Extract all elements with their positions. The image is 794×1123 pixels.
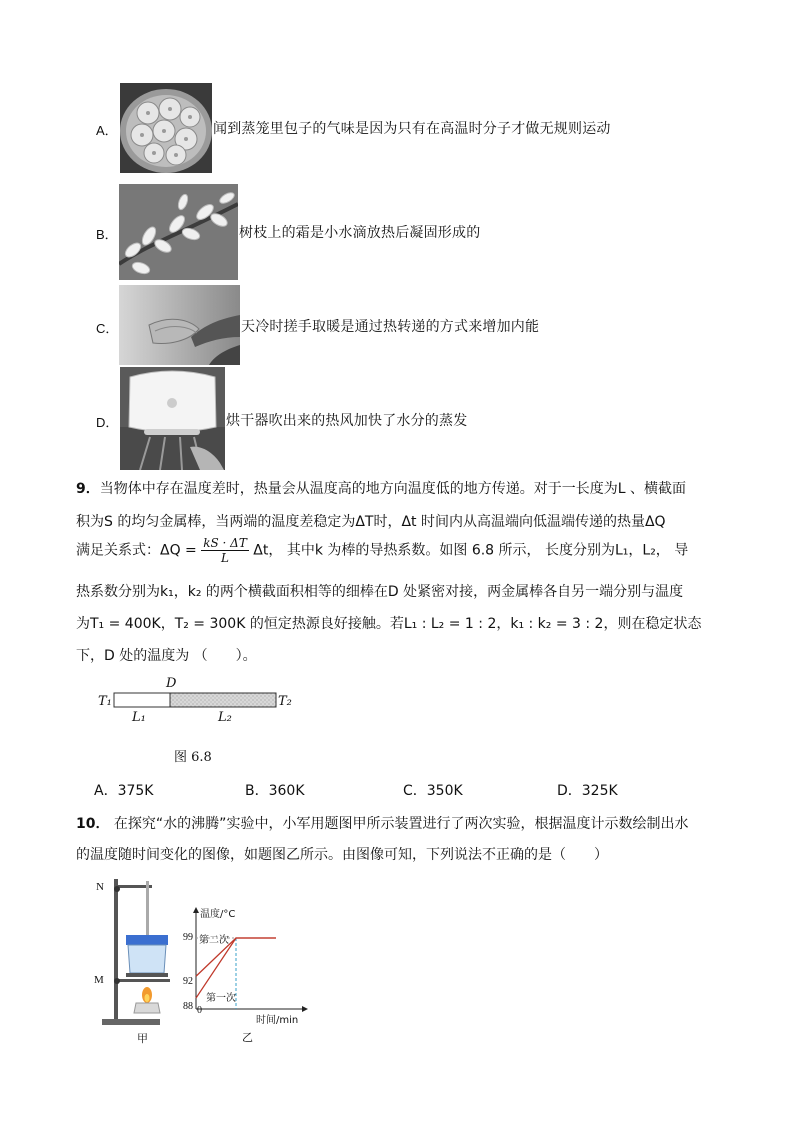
q9-line-3 (76, 536, 688, 565)
apparatus-figure (92, 875, 192, 1045)
apparatus-caption: 甲 (137, 1032, 148, 1045)
q9-formula-fraction (201, 536, 249, 565)
hand-dryer-photo (120, 367, 225, 470)
q10-number: 10． (76, 816, 110, 832)
label-t2: T₂ (278, 694, 292, 709)
q9-frac-numerator: kS · ΔT (203, 536, 247, 550)
q9-formula-rhs: Δt， 其中k 为棒的导热系数。如图 6.8 所示， 长度分别为L₁，L₂， 导 (253, 542, 689, 559)
q9-answer-a[interactable]: A．375K (94, 783, 154, 799)
q9-formula-lhs: 满足关系式：ΔQ = (76, 542, 197, 559)
label-n: N (96, 881, 104, 893)
y-axis-arrow (193, 907, 199, 913)
q10-line-2: 的温度随时间变化的图像，如题图乙所示。由图像可知，下列说法不正确的是（ ） (76, 847, 608, 863)
tick-99: 99 (183, 932, 193, 943)
option-b-text: 树枝上的霜是小水滴放热后凝固形成的 (239, 225, 481, 241)
graph-ylabel: 温度/°C (200, 909, 236, 920)
x-axis-arrow (302, 1006, 308, 1012)
q9-text-1: 当物体中存在温度差时，热量会从温度高的地方向温度低的地方传递。对于一长度为L 、横截面 (99, 481, 686, 497)
graph-xlabel: 时间/min (256, 1015, 299, 1026)
graph-origin: 0 (197, 1005, 202, 1016)
tick-92: 92 (183, 976, 193, 987)
option-d-text: 烘干器吹出来的热风加快了水分的蒸发 (226, 413, 468, 429)
option-d-letter: D． (96, 415, 119, 430)
q9-line-6: 下，D 处的温度为 （ ）。 (76, 648, 257, 664)
temperature-graph (180, 905, 310, 1045)
figure-caption: 图 6.8 (174, 750, 212, 765)
q9-line-2: 积为S 的均匀金属棒，当两端的温度差稳定为ΔT时，Δt 时间内从高温端向低温端传递的热量ΔQ (76, 514, 666, 530)
frost-branch-photo (119, 184, 238, 280)
steamed-buns-photo (120, 83, 212, 173)
option-a-letter: A． (96, 123, 118, 138)
q9-answer-b[interactable]: B．360K (245, 783, 305, 799)
option-a-text: 闻到蒸笼里包子的气味是因为只有在高温时分子才做无规则运动 (213, 121, 611, 137)
q9-frac-denominator: L (221, 551, 230, 565)
q9-line-4: 热系数分别为k₁，k₂ 的两个横截面积相等的细棒在D 处紧密对接，两金属棒各自另一端分别与温度 (76, 584, 684, 600)
q9-number: 9． (76, 481, 100, 497)
graph-caption: 乙 (242, 1031, 253, 1044)
option-c-letter: C． (96, 321, 119, 336)
q9-line-5: 为T₁ = 400K，T₂ = 300K 的恒定热源良好接触。若L₁ : L₂ = 1 : 2，k₁ : k₂ = 3 : 2，则在稳定状态 (76, 616, 702, 632)
label-t1: T₁ (98, 694, 112, 709)
label-l2: L₂ (218, 710, 232, 725)
rod-2 (170, 693, 276, 707)
rod-1 (114, 693, 170, 707)
rubbing-hands-photo (119, 285, 240, 365)
q9-answer-c[interactable]: C．350K (403, 783, 463, 799)
q9-line-1 (76, 478, 686, 498)
q10-text-1: 在探究“水的沸腾”实验中，小军用题图甲所示装置进行了两次实验，根据温度计示数绘制出水 (109, 816, 689, 832)
rod-figure (96, 675, 296, 765)
label-l1: L₁ (132, 710, 146, 725)
option-c-text: 天冷时搓手取暖是通过热转递的方式来增加内能 (241, 319, 540, 335)
label-m: M (94, 974, 104, 986)
q9-answer-d[interactable]: D．325K (557, 783, 618, 799)
label-second-run: 第二次 (199, 935, 229, 946)
label-d: D (166, 676, 177, 691)
tick-88: 88 (183, 1001, 193, 1012)
label-first-run: 第一次 (206, 993, 236, 1004)
q10-line-1 (76, 813, 688, 833)
option-b-letter: B． (96, 227, 118, 242)
